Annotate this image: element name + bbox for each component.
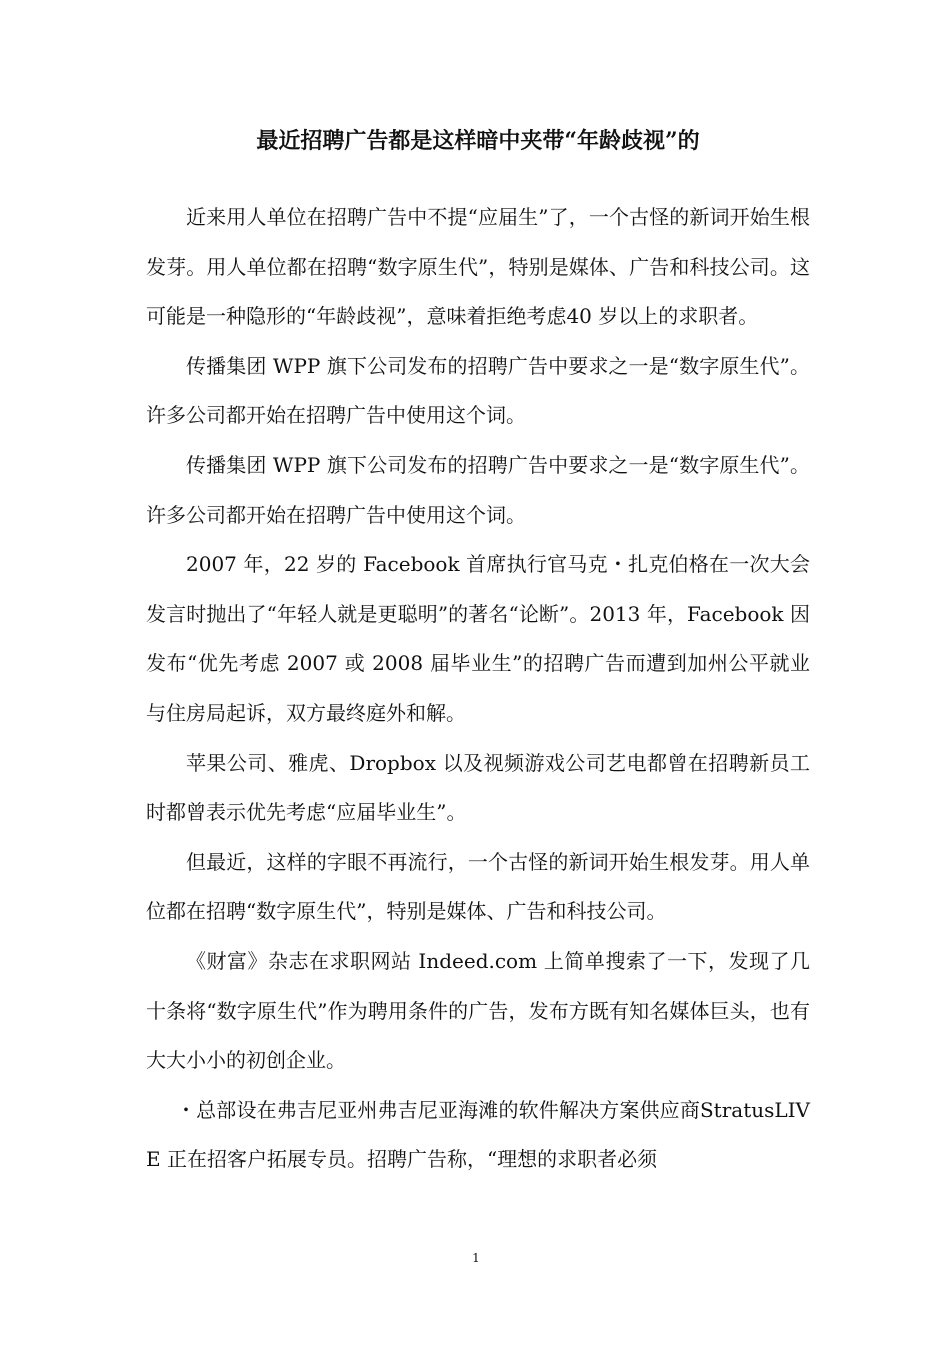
paragraph-5: 苹果公司、雅虎、Dropbox 以及视频游戏公司艺电都曾在招聘新员工时都曾表示优先考虑“应届毕业生”。 (146, 750, 810, 825)
document-body (146, 193, 810, 1185)
paragraph-2: 传播集团 WPP 旗下公司发布的招聘广告中要求之一是“数字原生代”。许多公司都开始在招聘广告中使用这个词。 (146, 353, 810, 428)
paragraph-4: 2007 年，22 岁的 Facebook 首席执行官马克・扎克伯格在一次大会发言时抛出了“年轻人就是更聪明”的著名“论断”。2013 年，Facebook 因发布“优先考虑 2007 或 2008 届毕业生”的招聘广告而遭到加州公平就业与住房局起诉，双方最终庭外和解。 (146, 552, 810, 725)
document-title: 最近招聘广告都是这样暗中夹带“年龄歧视”的 (256, 128, 700, 154)
page-number: 1 (472, 1251, 480, 1265)
paragraph-8-bullet: ・总部设在弗吉尼亚州弗吉尼亚海滩的软件解决方案供应商StratusLIVE 正在招客户拓展专员。招聘广告称，“理想的求职者必须 (146, 1097, 810, 1172)
paragraph-7: 《财富》杂志在求职网站 Indeed.com 上简单搜索了一下，发现了几十条将“数字原生代”作为聘用条件的广告，发布方既有知名媒体巨头，也有大大小小的初创企业。 (146, 948, 810, 1073)
paragraph-1: 近来用人单位在招聘广告中不提“应届生”了，一个古怪的新词开始生根发芽。用人单位都在招聘“数字原生代”，特别是媒体、广告和科技公司。这可能是一种隐形的“年龄歧视”，意味着拒绝考虑40 岁以上的求职者。 (146, 205, 810, 329)
paragraph-3: 传播集团 WPP 旗下公司发布的招聘广告中要求之一是“数字原生代”。许多公司都开始在招聘广告中使用这个词。 (146, 452, 810, 527)
paragraph-6: 但最近，这样的字眼不再流行，一个古怪的新词开始生根发芽。用人单位都在招聘“数字原生代”，特别是媒体、广告和科技公司。 (146, 849, 810, 924)
